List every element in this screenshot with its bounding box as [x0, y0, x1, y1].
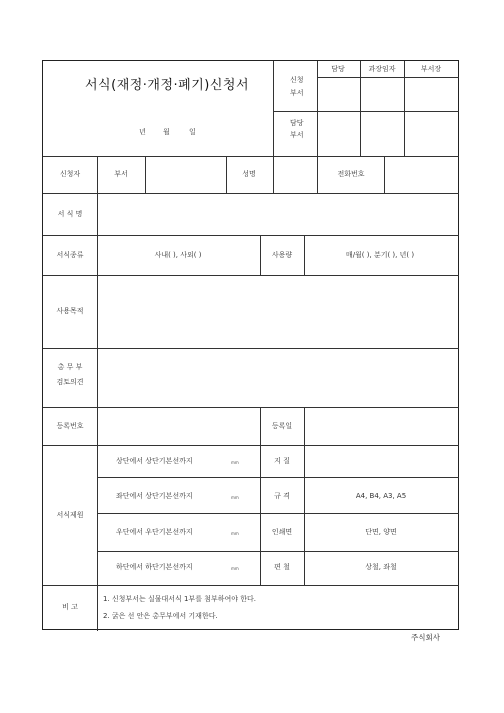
purpose-label: 사용목적	[56, 307, 84, 315]
purpose-row-bottom	[43, 348, 459, 349]
form-name-label: 서 식 명	[57, 210, 83, 218]
production-row-2-unit: mm	[231, 495, 239, 500]
approval-left-border	[273, 61, 274, 156]
production-row-2-spec: 규 격	[274, 492, 290, 500]
date-month: 월	[163, 128, 170, 136]
form-title: 서식(재정·개정·폐기)신청서	[85, 78, 250, 93]
applicant-dept-label-2: 부서	[290, 89, 304, 97]
responsible-dept-label-2: 부서	[290, 131, 304, 139]
registration-number-label: 등록번호	[56, 422, 84, 430]
production-row1-bottom	[97, 477, 459, 478]
production-row-3-value: 단면, 양면	[365, 528, 397, 536]
production-label: 서식제원	[56, 511, 84, 519]
production-row-4-value: 상철, 좌철	[365, 563, 397, 571]
review-label-1: 총 무 부	[57, 363, 83, 371]
production-row2-bottom	[97, 513, 459, 514]
label-column-divider	[97, 193, 98, 585]
production-row-2-text: 좌단에서 상단기본선까지	[116, 492, 193, 500]
form-type-row-bottom	[43, 275, 459, 276]
production-row-4-text: 하단에서 하단기본선까지	[116, 563, 193, 571]
applicant-col-5	[317, 156, 318, 193]
usage-amount-options: 매/월( ), 분기( ), 년( )	[345, 251, 415, 259]
date-day: 일	[189, 128, 196, 136]
approval-header-divider	[317, 77, 459, 78]
approval-col-head: 부서장	[420, 65, 442, 73]
production-row-3-text: 우단에서 우단기본선까지	[116, 528, 193, 536]
production-row-2-value: A4, B4, A3, A5	[355, 492, 407, 500]
form-type-options: 사내( ), 사외( )	[154, 251, 202, 259]
approval-col-manager: 과장임자	[368, 65, 396, 73]
form-type-col-1	[260, 235, 261, 275]
applicant-col-4	[273, 156, 274, 193]
registration-col-2	[304, 407, 305, 585]
review-label-2: 검토의견	[56, 378, 84, 386]
applicant-phone-label: 전화번호	[337, 170, 365, 178]
registration-row-bottom	[43, 445, 459, 446]
applicant-dept-label: 부서	[114, 170, 128, 178]
production-row-1-spec: 지 질	[274, 457, 290, 465]
applicant-name-label: 성명	[242, 170, 256, 178]
form-name-row-bottom	[43, 235, 459, 236]
remarks-label: 비 고	[62, 603, 78, 611]
production-row-1-text: 상단에서 상단기본선까지	[116, 457, 193, 465]
production-row-4-spec: 편 철	[274, 563, 290, 571]
registration-col-1	[260, 407, 261, 585]
form-type-col-2	[304, 235, 305, 275]
approval-col-divider-2	[404, 61, 405, 156]
production-row-3-spec: 인쇄면	[271, 528, 293, 536]
approval-mid-divider	[273, 111, 459, 112]
approval-col-divider-1	[360, 61, 361, 156]
remarks-line-2: 2. 굵은 선 안은 총무부에서 기재한다.	[103, 612, 218, 620]
production-row-1-unit: mm	[231, 460, 239, 465]
production-bottom	[43, 585, 459, 586]
applicant-col-1	[97, 156, 98, 193]
applicant-col-2	[145, 156, 146, 193]
company-name: 주식회사	[411, 633, 440, 642]
registration-date-label: 등록일	[271, 422, 293, 430]
remarks-line-1: 1. 신청부서는 실물대서식 1부를 첨부하여야 한다.	[103, 595, 256, 603]
applicant-dept-label-1: 신청	[290, 76, 304, 84]
applicant-row-bottom	[43, 193, 459, 194]
applicant-label: 신청자	[59, 170, 81, 178]
applicant-col-6	[384, 156, 385, 193]
date-year: 년	[139, 128, 146, 136]
remarks-label-divider	[97, 585, 98, 631]
responsible-dept-label-1: 담당	[290, 119, 304, 127]
production-row3-bottom	[97, 551, 459, 552]
approval-label-divider	[317, 61, 318, 156]
review-row-bottom	[43, 407, 459, 408]
form-type-label: 서식종류	[56, 251, 84, 259]
usage-amount-label: 사용량	[271, 251, 293, 259]
approval-col-staff: 담당	[331, 65, 345, 73]
application-form	[42, 60, 459, 630]
header-bottom-line	[43, 156, 459, 157]
production-row-3-unit: mm	[231, 531, 239, 536]
applicant-col-3	[226, 156, 227, 193]
production-row-4-unit: mm	[231, 566, 239, 571]
